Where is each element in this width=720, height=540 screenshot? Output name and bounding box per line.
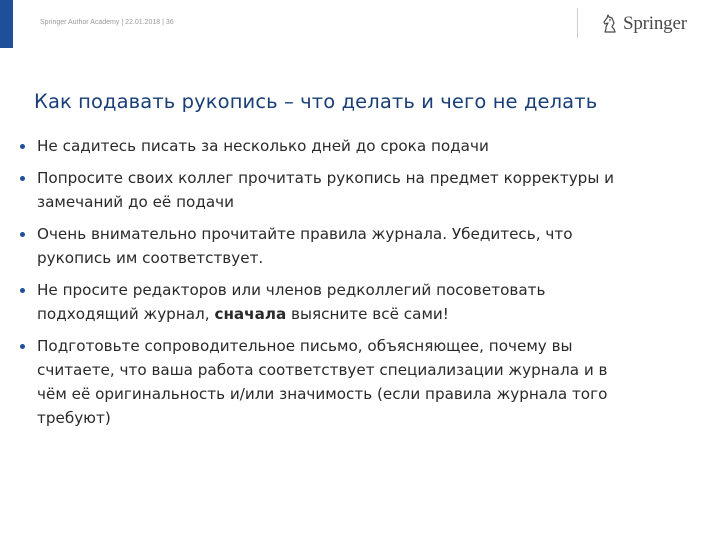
bullet-list: [16, 134, 696, 430]
bullet-icon: [20, 288, 25, 293]
bullet-icon: [20, 144, 25, 149]
logo-text: Springer: [623, 13, 687, 34]
brand-accent-bar: [0, 0, 13, 48]
bullet-item: [16, 222, 696, 270]
bullet-text: Очень внимательно прочитайте правила журнала. Убедитесь, что рукопись им соответствует.: [37, 225, 573, 267]
springer-chess-knight-icon: [600, 14, 620, 34]
springer-logo: [600, 12, 687, 36]
bullet-icon: [20, 344, 25, 349]
bullet-text: [37, 281, 545, 323]
bullet-text-part: выясните всё сами!: [286, 305, 449, 323]
bullet-item: [16, 134, 696, 158]
bullet-text-part: Не просите редакторов или членов редколлегий посоветовать подходящий журнал,: [37, 281, 546, 323]
bullet-icon: [20, 232, 25, 237]
bullet-text: Попросите своих коллег прочитать рукопись на предмет корректуры и замечаний до её подачи: [37, 169, 615, 211]
bullet-icon: [20, 176, 25, 181]
bullet-text: Не садитесь писать за несколько дней до срока подачи: [37, 137, 489, 155]
header-meta: Springer Author Academy | 22.01.2018 | 36: [40, 19, 174, 26]
bullet-item: [16, 334, 696, 430]
bullet-text: Подготовьте сопроводительное письмо, объясняющее, почему вы считаете, что ваша работа соответствует специализации журнала и в чём её оригинальность и/или значимость (если правила журнала того требуют): [37, 337, 608, 427]
header-divider: [577, 8, 578, 38]
bullet-item: [16, 278, 696, 326]
bullet-item: [16, 166, 696, 214]
bullet-text-emphasis: сначала: [214, 305, 287, 323]
slide-title: Как подавать рукопись – что делать и чего не делать: [34, 90, 598, 113]
